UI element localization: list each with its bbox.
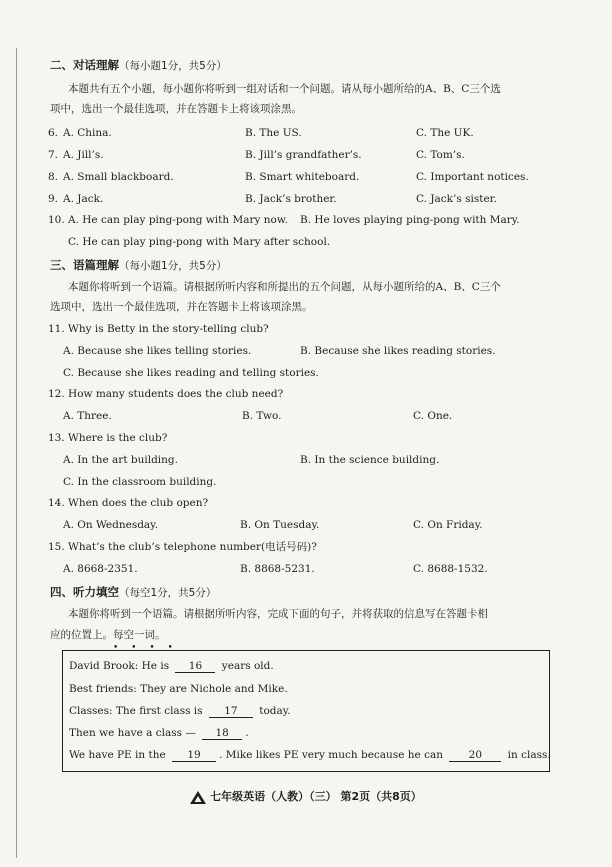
q14-option-b: B. On Tuesday. bbox=[240, 519, 320, 531]
q6-option-a: A. China. bbox=[63, 127, 112, 139]
q7-option-c: C. Tom’s. bbox=[416, 149, 465, 161]
q10-option-a: A. He can play ping-pong with Mary now. bbox=[68, 214, 288, 226]
box-line-3-suffix: today. bbox=[259, 705, 291, 717]
q8-option-c: C. Important notices. bbox=[416, 171, 529, 183]
q15-stem: 15. What’s the club’s telephone number(电话号码)? bbox=[48, 541, 317, 553]
blank-20: 20 bbox=[449, 749, 501, 762]
q6-option-b: B. The US. bbox=[245, 127, 302, 139]
section3-title: 三、语篇理解 bbox=[50, 258, 119, 272]
q15-option-a: A. 8668-2351. bbox=[63, 563, 138, 575]
q9-option-a: A. Jack. bbox=[63, 193, 104, 205]
section4-score: （每空1分，共5分） bbox=[119, 587, 217, 599]
q12-option-a: A. Three. bbox=[63, 410, 112, 422]
box-line-4-suffix: . bbox=[245, 727, 249, 739]
box-line-5-prefix: We have PE in the bbox=[69, 749, 166, 761]
q13-option-b: B. In the science building. bbox=[300, 454, 440, 466]
q6-option-c: C. The UK. bbox=[416, 127, 474, 139]
box-line-3 bbox=[69, 704, 291, 718]
q12-stem: 12. How many students does the club need? bbox=[48, 388, 284, 400]
box-line-4 bbox=[69, 726, 249, 740]
q15-option-b: B. 8868-5231. bbox=[240, 563, 315, 575]
q9-option-b: B. Jack’s brother. bbox=[245, 193, 337, 205]
box-line-5-suffix: in class. bbox=[507, 749, 551, 761]
section3-score: （每小题1分，共5分） bbox=[119, 260, 227, 272]
box-line-1-prefix: David Brook: He is bbox=[69, 660, 170, 672]
section2-heading bbox=[50, 58, 227, 73]
blank-16: 16 bbox=[175, 660, 215, 673]
section3-heading bbox=[50, 258, 227, 273]
section3-instruction-2: 选项中，选出一个最佳选项，并在答题卡上将该项涂黑。 bbox=[50, 301, 313, 313]
q12-option-c: C. One. bbox=[413, 410, 453, 422]
q11-option-a: A. Because she likes telling stories. bbox=[63, 345, 252, 357]
q10-option-b: B. He loves playing ping-pong with Mary. bbox=[300, 214, 520, 226]
section2-score: （每小题1分，共5分） bbox=[119, 60, 227, 72]
section2-title: 二、对话理解 bbox=[50, 58, 119, 72]
q14-option-a: A. On Wednesday. bbox=[63, 519, 159, 531]
q11-option-b: B. Because she likes reading stories. bbox=[300, 345, 496, 357]
q7-number: 7. bbox=[48, 149, 59, 161]
section4-instruction-1: 本题你将听到一个语篇。请根据所听内容，完成下面的句子，并将获取的信息写在答题卡相 bbox=[68, 608, 488, 620]
section2-instruction-2: 项中，选出一个最佳选项，并在答题卡上将该项涂黑。 bbox=[50, 103, 302, 115]
q10-option-c: C. He can play ping-pong with Mary after school. bbox=[68, 236, 331, 248]
section4-heading bbox=[50, 585, 216, 600]
box-line-1 bbox=[69, 659, 274, 673]
box-line-2: Best friends: They are Nichole and Mike. bbox=[69, 683, 288, 695]
q13-option-a: A. In the art building. bbox=[63, 454, 178, 466]
blank-18: 18 bbox=[202, 727, 242, 740]
q8-option-a: A. Small blackboard. bbox=[63, 171, 174, 183]
q7-option-a: A. Jill’s. bbox=[63, 149, 104, 161]
footer-text: 七年级英语（人教）（三） 第2页（共8页） bbox=[210, 790, 422, 803]
q8-number: 8. bbox=[48, 171, 59, 183]
section4-instruction-2: 应的位置上。每空一词。 bbox=[50, 629, 166, 641]
q14-stem: 14. When does the club open? bbox=[48, 497, 209, 509]
q9-number: 9. bbox=[48, 193, 59, 205]
section4-title: 四、听力填空 bbox=[50, 585, 119, 599]
blank-19: 19 bbox=[172, 749, 216, 762]
q11-stem: 11. Why is Betty in the story-telling club? bbox=[48, 323, 269, 335]
page-footer bbox=[0, 788, 612, 804]
q15-option-c: C. 8688-1532. bbox=[413, 563, 488, 575]
fill-in-box bbox=[62, 650, 550, 772]
q12-option-b: B. Two. bbox=[242, 410, 282, 422]
publisher-logo-icon bbox=[190, 791, 206, 804]
box-line-5 bbox=[69, 748, 551, 762]
section2-instruction-1: 本题共有五个小题，每小题你将听到一组对话和一个问题。请从每小题所给的A、B、C三个选 bbox=[68, 83, 501, 95]
box-line-5-middle: . Mike likes PE very much because he can bbox=[219, 749, 443, 761]
box-line-3-prefix: Classes: The first class is bbox=[69, 705, 203, 717]
q7-option-b: B. Jill’s grandfather’s. bbox=[245, 149, 362, 161]
binding-line bbox=[16, 48, 17, 858]
q11-option-c: C. Because she likes reading and telling stories. bbox=[63, 367, 319, 379]
q9-option-c: C. Jack’s sister. bbox=[416, 193, 497, 205]
section3-instruction-1: 本题你将听到一个语篇。请根据所听内容和所提出的五个问题，从每小题所给的A、B、C三个 bbox=[68, 281, 501, 293]
q13-stem: 13. Where is the club? bbox=[48, 432, 168, 444]
box-line-1-suffix: years old. bbox=[221, 660, 274, 672]
q6-number: 6. bbox=[48, 127, 59, 139]
blank-17: 17 bbox=[209, 705, 253, 718]
q13-option-c: C. In the classroom building. bbox=[63, 476, 217, 488]
box-line-4-prefix: Then we have a class — bbox=[69, 727, 196, 739]
emphasis-dots: • • • • bbox=[113, 643, 178, 653]
q14-option-c: C. On Friday. bbox=[413, 519, 483, 531]
q10-number: 10. bbox=[48, 214, 65, 226]
q8-option-b: B. Smart whiteboard. bbox=[245, 171, 360, 183]
